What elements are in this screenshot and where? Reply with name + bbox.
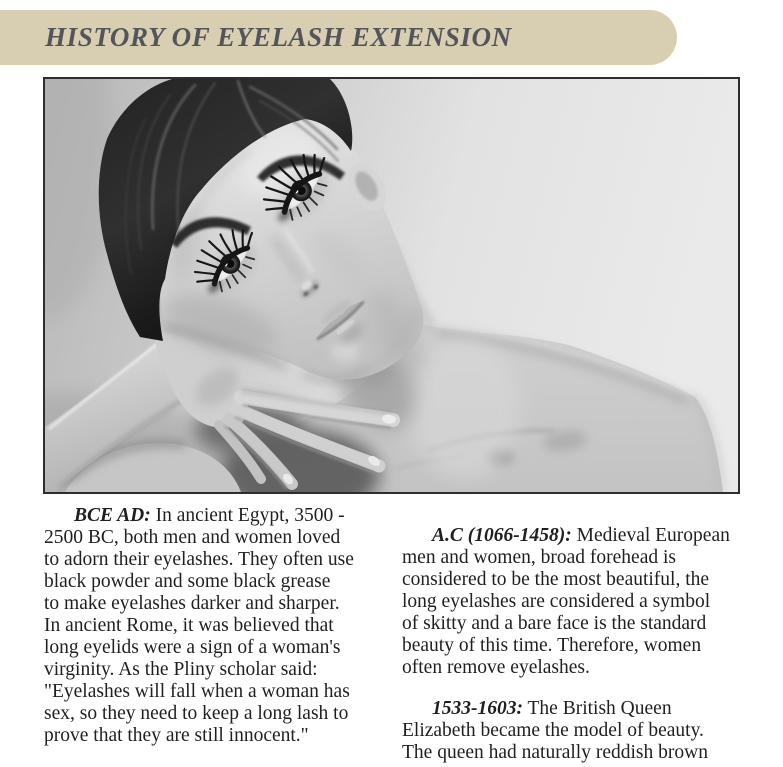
text-line: "Eyelashes will fall when a woman has (44, 681, 350, 702)
text-line (402, 698, 750, 720)
paragraph-lead: 1533-1603: (432, 698, 523, 719)
text-line: long eyelids were a sign of a woman's (44, 637, 341, 658)
paragraph-lead-rest: Medieval European (571, 525, 730, 546)
page-title: HISTORY OF EYELASH EXTENSION (45, 22, 512, 52)
text-line: beauty of this time. Therefore, women (402, 635, 702, 656)
text-line: In ancient Rome, it was believed that (44, 615, 334, 636)
text-line: considered to be the most beautiful, the (402, 569, 710, 590)
text-line (402, 525, 750, 547)
text-line: to adorn their eyelashes. They often use (44, 549, 354, 570)
paragraph (402, 698, 750, 764)
text-line: prove that they are still innocent." (44, 725, 309, 746)
text-line: The queen had naturally reddish brown (402, 742, 708, 763)
text-column-right (402, 525, 750, 764)
paragraph (402, 525, 750, 679)
text-line: sex, so they need to keep a long lash to (44, 703, 349, 724)
text-line: men and women, broad forehead is (402, 547, 676, 568)
text-column-left (44, 505, 378, 747)
paragraph (44, 505, 378, 747)
title-banner (0, 10, 677, 65)
text-line: to make eyelashes darker and sharper. (44, 593, 340, 614)
portrait-photo (43, 77, 740, 494)
text-line: 2500 BC, both men and women loved (44, 527, 341, 548)
text-line: virginity. As the Pliny scholar said: (44, 659, 318, 680)
paragraph-lead-rest: The British Queen (523, 698, 672, 719)
text-line: of skitty and a bare face is the standard (402, 613, 707, 634)
text-line: often remove eyelashes. (402, 657, 590, 678)
text-line: long eyelashes are considered a symbol (402, 591, 711, 612)
text-line: Elizabeth became the model of beauty. (402, 720, 704, 741)
portrait-illustration (45, 79, 738, 492)
text-line: black powder and some black grease (44, 571, 331, 592)
paragraph-lead: A.C (1066-1458): (432, 525, 572, 546)
paragraph-lead: BCE AD: (74, 505, 151, 526)
paragraph-lead-rest: In ancient Egypt, 3500 - (150, 505, 345, 526)
text-line (44, 505, 378, 527)
